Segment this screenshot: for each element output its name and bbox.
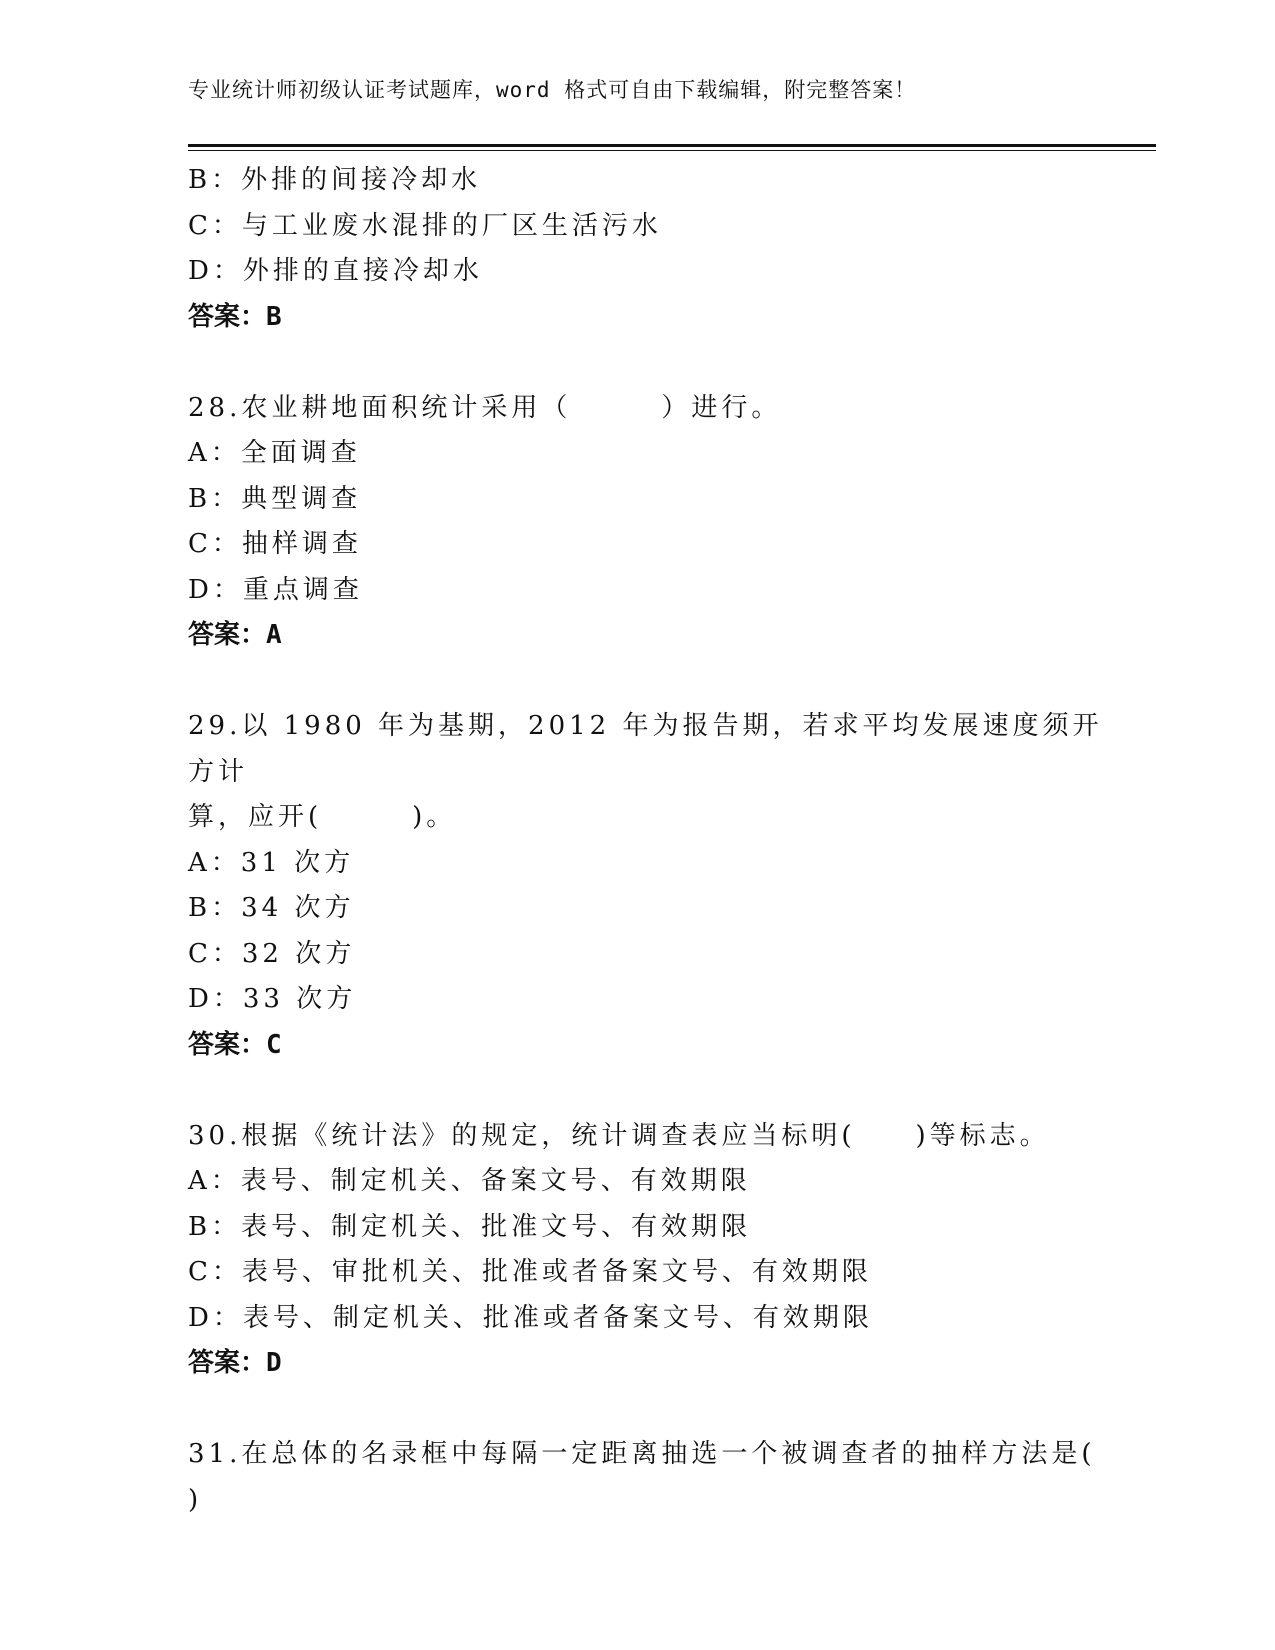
option-a: A：31 次方 [188,847,355,878]
answer-line: 答案：A [188,620,282,650]
option-c: C：表号、审批机关、批准或者备案文号、有效期限 [188,1257,872,1287]
question-stem-continued: 算，应开( )。 [188,802,457,832]
header-divider-thin [188,150,1156,151]
answer-line: 答案：C [188,1029,282,1060]
question-stem-continued: ) [188,1484,203,1515]
option-a: A：全面调查 [188,438,361,468]
option-d: D：外排的直接冷却水 [188,256,483,286]
option-c: C：抽样调查 [188,529,362,559]
option-c: C：与工业废水混排的厂区生活污水 [188,210,662,241]
option-b: B：34 次方 [188,893,355,923]
question-stem: 31.在总体的名录框中每隔一定距离抽选一个被调查者的抽样方法是( [188,1439,1096,1469]
question-stem: 29.以 1980 年为基期，2012 年为报告期，若求平均发展速度须开方计 [188,711,1103,787]
question-31 [188,1432,1108,1523]
spacer [188,1068,1108,1114]
option-d: D：33 次方 [188,984,357,1014]
spacer [188,1387,1108,1433]
option-a: A：表号、制定机关、备案文号、有效期限 [188,1166,751,1196]
option-d: D：重点调查 [188,574,363,605]
spacer [188,340,1108,386]
option-b: B：外排的间接冷却水 [188,165,482,195]
option-d: D：表号、制定机关、批准或者备案文号、有效期限 [188,1302,873,1333]
exam-content [188,158,1108,1523]
option-b: B：典型调查 [188,483,362,514]
question-30 [188,1114,1108,1387]
option-b: B：表号、制定机关、批准文号、有效期限 [188,1211,752,1242]
spacer [188,659,1108,705]
continued-question [188,158,1108,340]
question-stem: 28.农业耕地面积统计采用（ ）进行。 [188,392,782,423]
header-divider-thick [188,144,1156,147]
question-stem: 30.根据《统计法》的规定，统计调查表应当标明( )等标志。 [188,1120,1050,1151]
answer-line: 答案：D [188,1348,282,1378]
option-c: C：32 次方 [188,938,356,969]
question-28 [188,386,1108,659]
question-29 [188,704,1108,1068]
answer-line: 答案：B [188,301,282,332]
header-title: 专业统计师初级认证考试题库，word 格式可自由下载编辑，附完整答案！ [188,78,917,102]
